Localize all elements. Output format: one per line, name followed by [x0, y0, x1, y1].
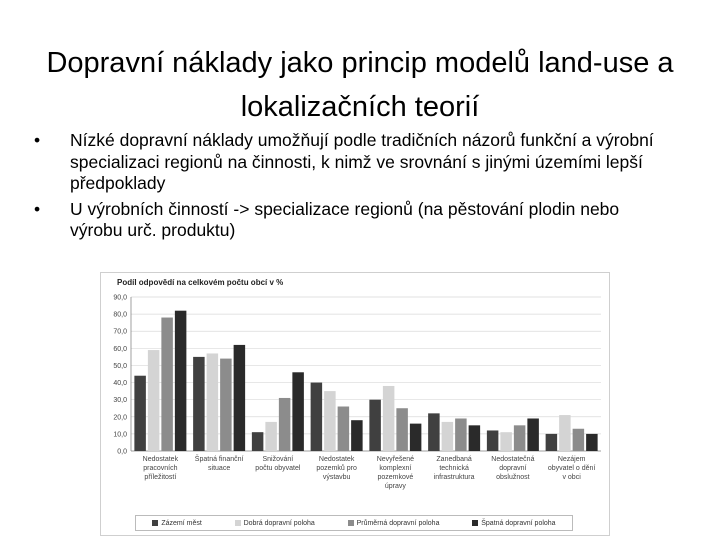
bar	[134, 376, 146, 451]
legend-item	[235, 520, 315, 527]
bullet-marker: •	[34, 130, 41, 150]
bar	[383, 386, 395, 451]
x-tick-label: úpravy	[384, 483, 406, 490]
bullet-text: U výrobních činností -> specializace regionů (na pěstování plodin nebo výrobu urč. produktu)	[70, 198, 620, 240]
legend-item	[152, 520, 201, 527]
y-tick-label: 30,0	[113, 397, 127, 405]
bar	[546, 434, 558, 451]
bar	[175, 311, 187, 451]
legend-swatch	[152, 520, 158, 526]
x-tick-label: Nedostatek	[142, 456, 179, 463]
y-tick-label: 40,0	[113, 380, 127, 388]
legend-label: Dobrá dopravní poloha	[243, 519, 315, 527]
y-tick-label: 60,0	[113, 345, 127, 353]
y-tick-label: 50,0	[113, 362, 127, 370]
x-tick-label: výstavbu	[322, 474, 351, 481]
bar	[193, 357, 205, 451]
bar	[500, 432, 512, 451]
bar	[559, 415, 571, 451]
y-tick-label: 90,0	[113, 294, 127, 302]
x-tick-label: v obci	[562, 474, 581, 481]
bar	[161, 318, 173, 451]
bar	[369, 400, 381, 451]
bar	[586, 434, 598, 451]
x-tick-label: infrastruktura	[433, 474, 475, 481]
bar	[311, 383, 323, 451]
y-tick-label: 20,0	[113, 414, 127, 422]
bar-chart	[101, 273, 609, 513]
chart-title: Podíl odpovědí na celkovém počtu obcí v %	[117, 278, 284, 287]
bar	[410, 424, 422, 451]
x-tick-label: počtu obyvatel	[255, 465, 301, 472]
y-tick-label: 10,0	[113, 431, 127, 439]
bar	[351, 420, 363, 451]
bullet-list	[34, 130, 674, 246]
x-tick-label: pozemkové	[377, 474, 414, 481]
bar	[527, 418, 539, 451]
bar	[148, 350, 160, 451]
bar	[396, 408, 408, 451]
legend-label: Špatná dopravní poloha	[481, 519, 556, 527]
chart-legend	[135, 515, 573, 531]
bar	[455, 418, 467, 451]
legend-swatch	[235, 520, 241, 526]
x-tick-label: Nedostatečná	[491, 456, 535, 463]
legend-label: Průměrná dopravní poloha	[356, 519, 440, 527]
legend-item	[472, 520, 555, 527]
bar	[265, 422, 277, 451]
y-tick-label: 80,0	[113, 311, 127, 319]
bar	[252, 432, 264, 451]
x-tick-label: pracovních	[143, 465, 178, 472]
x-tick-label: komplexní	[379, 465, 412, 472]
bar	[573, 429, 585, 451]
bar	[469, 425, 481, 451]
x-tick-label: obyvatel o dění	[547, 465, 596, 472]
bar	[207, 353, 219, 451]
bar	[442, 422, 454, 451]
legend-label: Zázemí měst	[161, 519, 202, 527]
bar	[279, 398, 291, 451]
x-tick-label: Nevyřešené	[376, 456, 415, 463]
x-tick-label: Zanedbaná	[436, 456, 472, 463]
bar	[292, 372, 304, 451]
bar	[514, 425, 526, 451]
x-tick-label: situace	[208, 465, 231, 472]
x-tick-label: Špatná finanční	[194, 456, 244, 463]
x-tick-label: obslužnost	[496, 474, 530, 481]
bullet-text: Nízké dopravní náklady umožňují podle tradičních názorů funkční a výrobní specializaci regionů na činnosti, k nimž ve srovnání s jinými územími lepší předpoklady	[70, 130, 654, 193]
x-tick-label: příležitostí	[144, 474, 177, 481]
x-tick-label: pozemků pro	[316, 465, 357, 472]
bar	[324, 391, 336, 451]
chart-container	[100, 272, 610, 536]
legend-item	[348, 520, 440, 527]
bar	[428, 413, 440, 451]
x-tick-label: Nezájem	[557, 456, 586, 463]
bar	[220, 359, 232, 451]
bar	[234, 345, 246, 451]
x-tick-label: dopravní	[499, 465, 527, 472]
bullet-marker: •	[34, 198, 41, 219]
y-tick-label: 70,0	[113, 328, 127, 336]
legend-swatch	[348, 520, 354, 526]
bullet-item	[34, 130, 674, 195]
y-tick-label: 0,0	[117, 448, 127, 456]
legend-swatch	[472, 520, 478, 526]
x-tick-label: technická	[439, 465, 469, 472]
bar	[487, 430, 499, 451]
bullet-item	[34, 199, 674, 242]
x-tick-label: Nedostatek	[318, 456, 355, 463]
bar	[338, 407, 350, 451]
x-tick-label: Snižování	[262, 456, 294, 463]
slide-title: Dopravní náklady jako princip modelů land-use a lokalizačních teorií	[46, 47, 674, 124]
